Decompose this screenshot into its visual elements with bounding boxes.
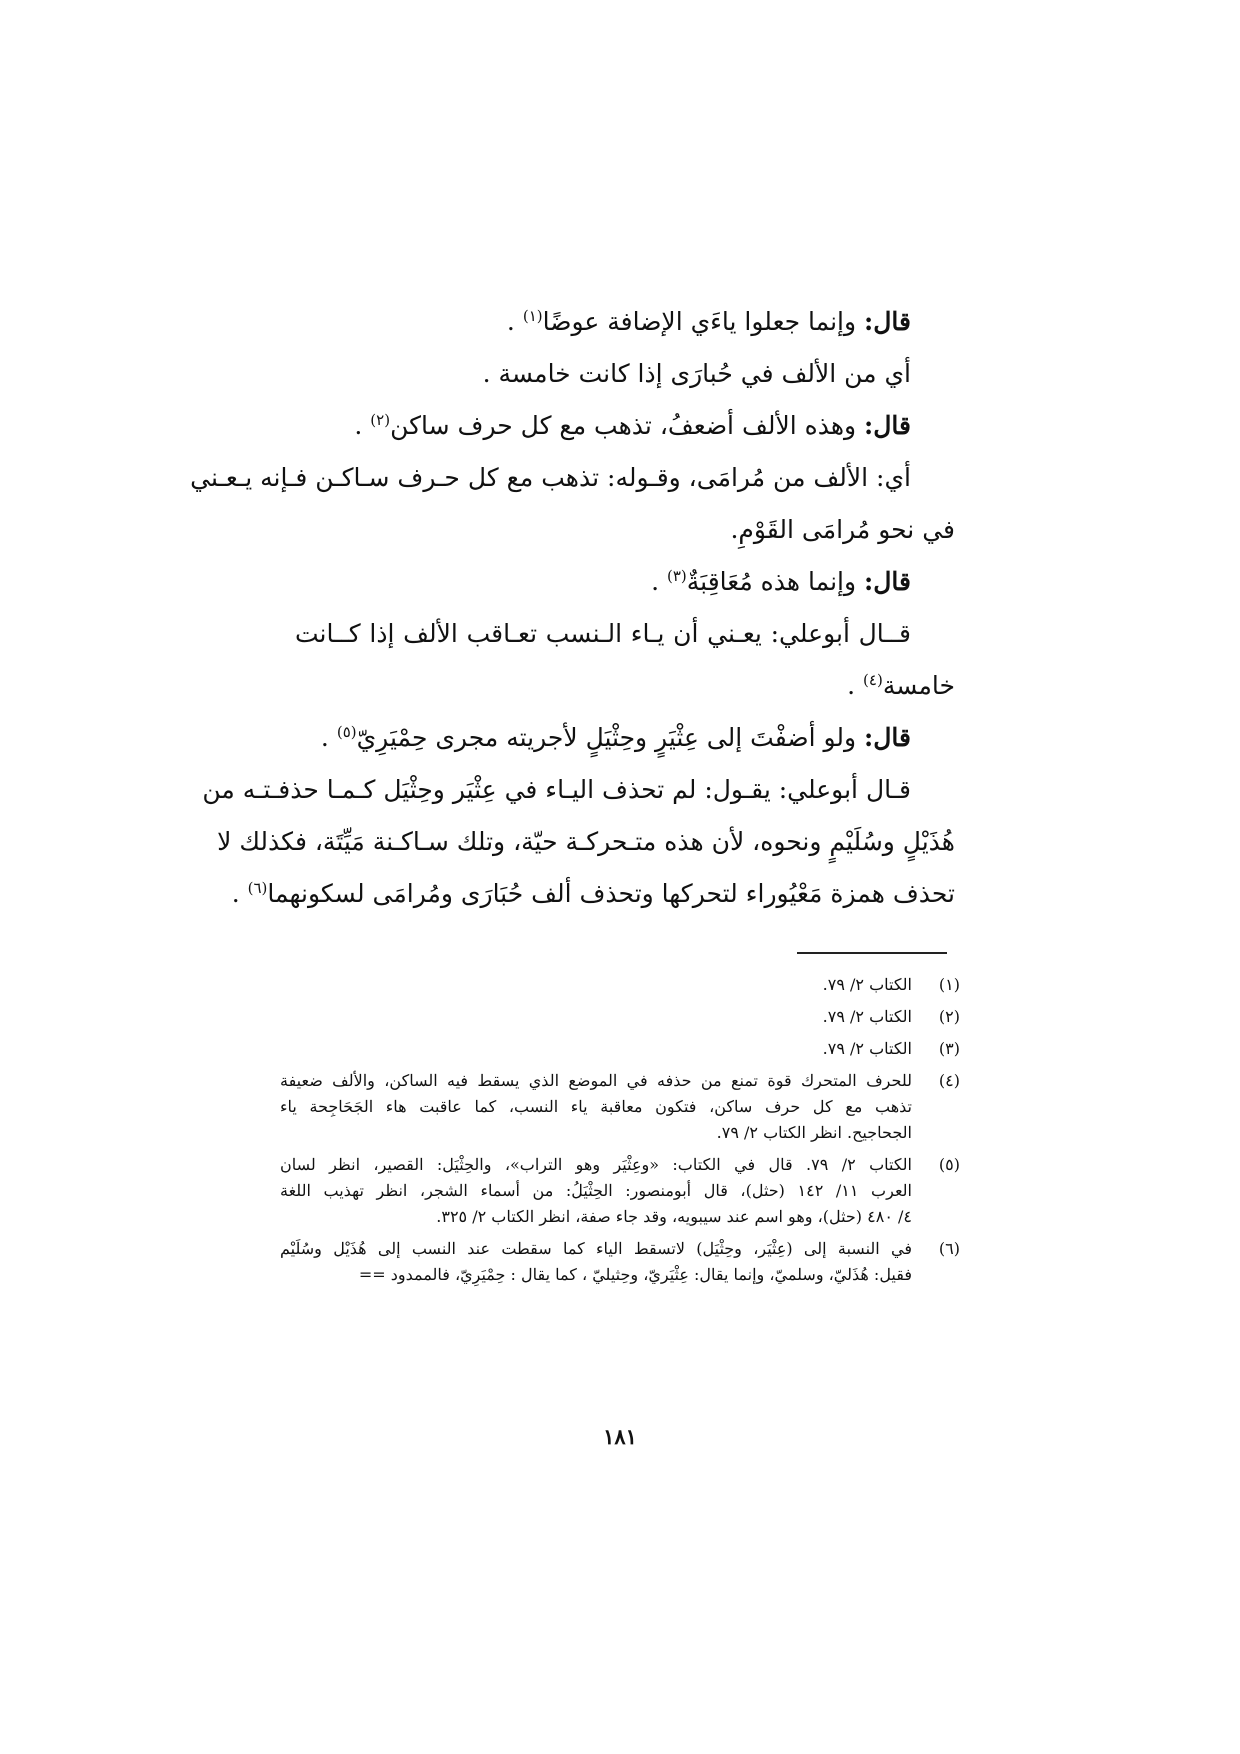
footnote-number: (٣) [938,1039,960,1058]
footnote-separator [797,952,947,954]
footnote-body [280,1036,912,1062]
footnote-item [280,1036,960,1062]
qal-label: قال: [864,723,911,752]
footnote-number: (١) [938,975,960,994]
footnote-number: (٦) [938,1239,960,1258]
footnote-ref[interactable]: (٥) [336,723,357,741]
footnote-body [280,1152,912,1230]
punctuation: . [320,723,337,752]
text-line [190,452,955,504]
quoted-text: وإنما جعلوا ياءَي الإضافة عوضًا [542,307,865,336]
text-line [231,868,955,920]
footnote-body [280,1004,912,1030]
footnote-ref[interactable]: (٤) [863,671,883,689]
qal-label: قال: [864,307,911,336]
footnote-body [280,1068,912,1146]
text-line [295,712,955,764]
footnote-item [280,1152,960,1230]
commentary-text: أي: الألف من مُرامَى، وقـوله: تذهب مع كل حـرف سـاكـن فـإنه يـعـني [190,463,911,492]
footnote-ref[interactable]: (٦) [247,879,268,897]
quoted-text: وهذه الألف أضعفُ، تذهب مع كل حرف ساكن [390,411,865,440]
footnote-ref[interactable]: (١) [522,307,543,325]
punctuation: . [354,411,371,440]
text-line [295,296,955,348]
main-text [190,296,955,920]
commentary-text: تحذف همزة مَعْيُوراء لتحركها وتحذف ألف حُبَارَى ومُرامَى لسكونهما [267,879,955,908]
footnote-line: تذهب مع كل حرف ساكن، فتكون معاقبة ياء النسب، كما عاقبت هاء الجَحَاجِحة ياء [280,1097,912,1116]
footnote-ref[interactable]: (٣) [666,567,687,585]
page-number: ١٨١ [603,1424,637,1449]
text-line [295,660,955,712]
footnote-line: العرب ١١/ ١٤٢ (حثل)، قال أبومنصور: الحِثْيَلُ: من أسماء الشجر، انظر تهذيب اللغة [280,1181,912,1200]
quoted-text: ولو أضفْتَ إلى عِثْيَرٍ وحِثْيَلٍ لأجريته مجرى حِمْيَرِيّ [356,723,865,752]
footnote-line: الكتاب ٢/ ٧٩. [822,1007,912,1026]
footnote-number: (٤) [938,1071,960,1090]
commentary-text: في نحو مُرامَى القَوْمِ. [730,515,955,544]
footnote-body [280,1236,912,1288]
footnote-line: الكتاب ٢/ ٧٩. [822,975,912,994]
footnote-line: في النسبة إلى (عِثْيَر، وحِثْيَل) لاتسقط الياء كما سقطت عند النسب إلى هُذَيْل وسُلَيْم [280,1239,912,1258]
punctuation: . [847,671,864,700]
commentary-text: قــال أبوعلي: يعـني أن يـاء الـنسب تعـاقب الألف إذا كــانت [295,619,911,648]
quoted-text: وإنما هذه مُعَاقِبَةٌ [686,567,865,596]
footnote-item [280,1236,960,1288]
text-line [202,764,955,816]
text-line [295,348,955,400]
footnote-item [280,972,960,998]
punctuation: . [651,567,667,596]
footnote-line: الكتاب ٢/ ٧٩. قال في الكتاب: «وعِثْيَر وهو التراب»، والحِثْيَل: القصير، انظر لسان [280,1155,912,1174]
footnotes [280,972,960,1294]
text-line [295,504,955,556]
footnote-line: الكتاب ٢/ ٧٩. [822,1039,912,1058]
footnote-line: فقيل: هُذَليّ، وسلميّ، وإنما يقال: عِثْيَريّ، وحِثيليّ ، كما يقال : حِمْيَرِيّ، فالممدود == [358,1265,912,1284]
punctuation: . [506,307,523,336]
text-line [295,556,955,608]
footnote-number: (٢) [938,1007,960,1026]
text-line [295,608,955,660]
commentary-text: أي من الألف في حُبارَى إذا كانت خامسة . [482,359,911,388]
punctuation: . [231,879,248,908]
footnote-line: ٤/ ٤٨٠ (حثل)، وهو اسم عند سيبويه، وقد جاء صفة، انظر الكتاب ٢/ ٣٢٥. [436,1207,912,1226]
footnote-number: (٥) [938,1155,960,1174]
footnote-line: الجحاجيح. انظر الكتاب ٢/ ٧٩. [716,1123,912,1142]
text-line [217,816,955,868]
commentary-text: خامسة [882,671,955,700]
qal-label: قال: [864,411,911,440]
text-line [295,400,955,452]
footnote-line: للحرف المتحرك قوة تمنع من حذفه في الموضع الذي يسقط فيه الساكن، والألف ضعيفة [280,1071,912,1090]
footnote-item [280,1068,960,1146]
footnote-item [280,1004,960,1030]
qal-label: قال: [864,567,911,596]
footnote-body [280,972,912,998]
footnote-ref[interactable]: (٢) [370,411,391,429]
commentary-text: هُذَيْلٍ وسُلَيْمٍ ونحوه، لأن هذه متـحركـة حيّة، وتلك سـاكـنة مَيِّتَة، فكذلك لا [217,827,955,856]
commentary-text: قـال أبوعلي: يقـول: لم تحذف اليـاء في عِثْيَر وحِثْيَل كـمـا حذفـتـه من [202,775,911,804]
